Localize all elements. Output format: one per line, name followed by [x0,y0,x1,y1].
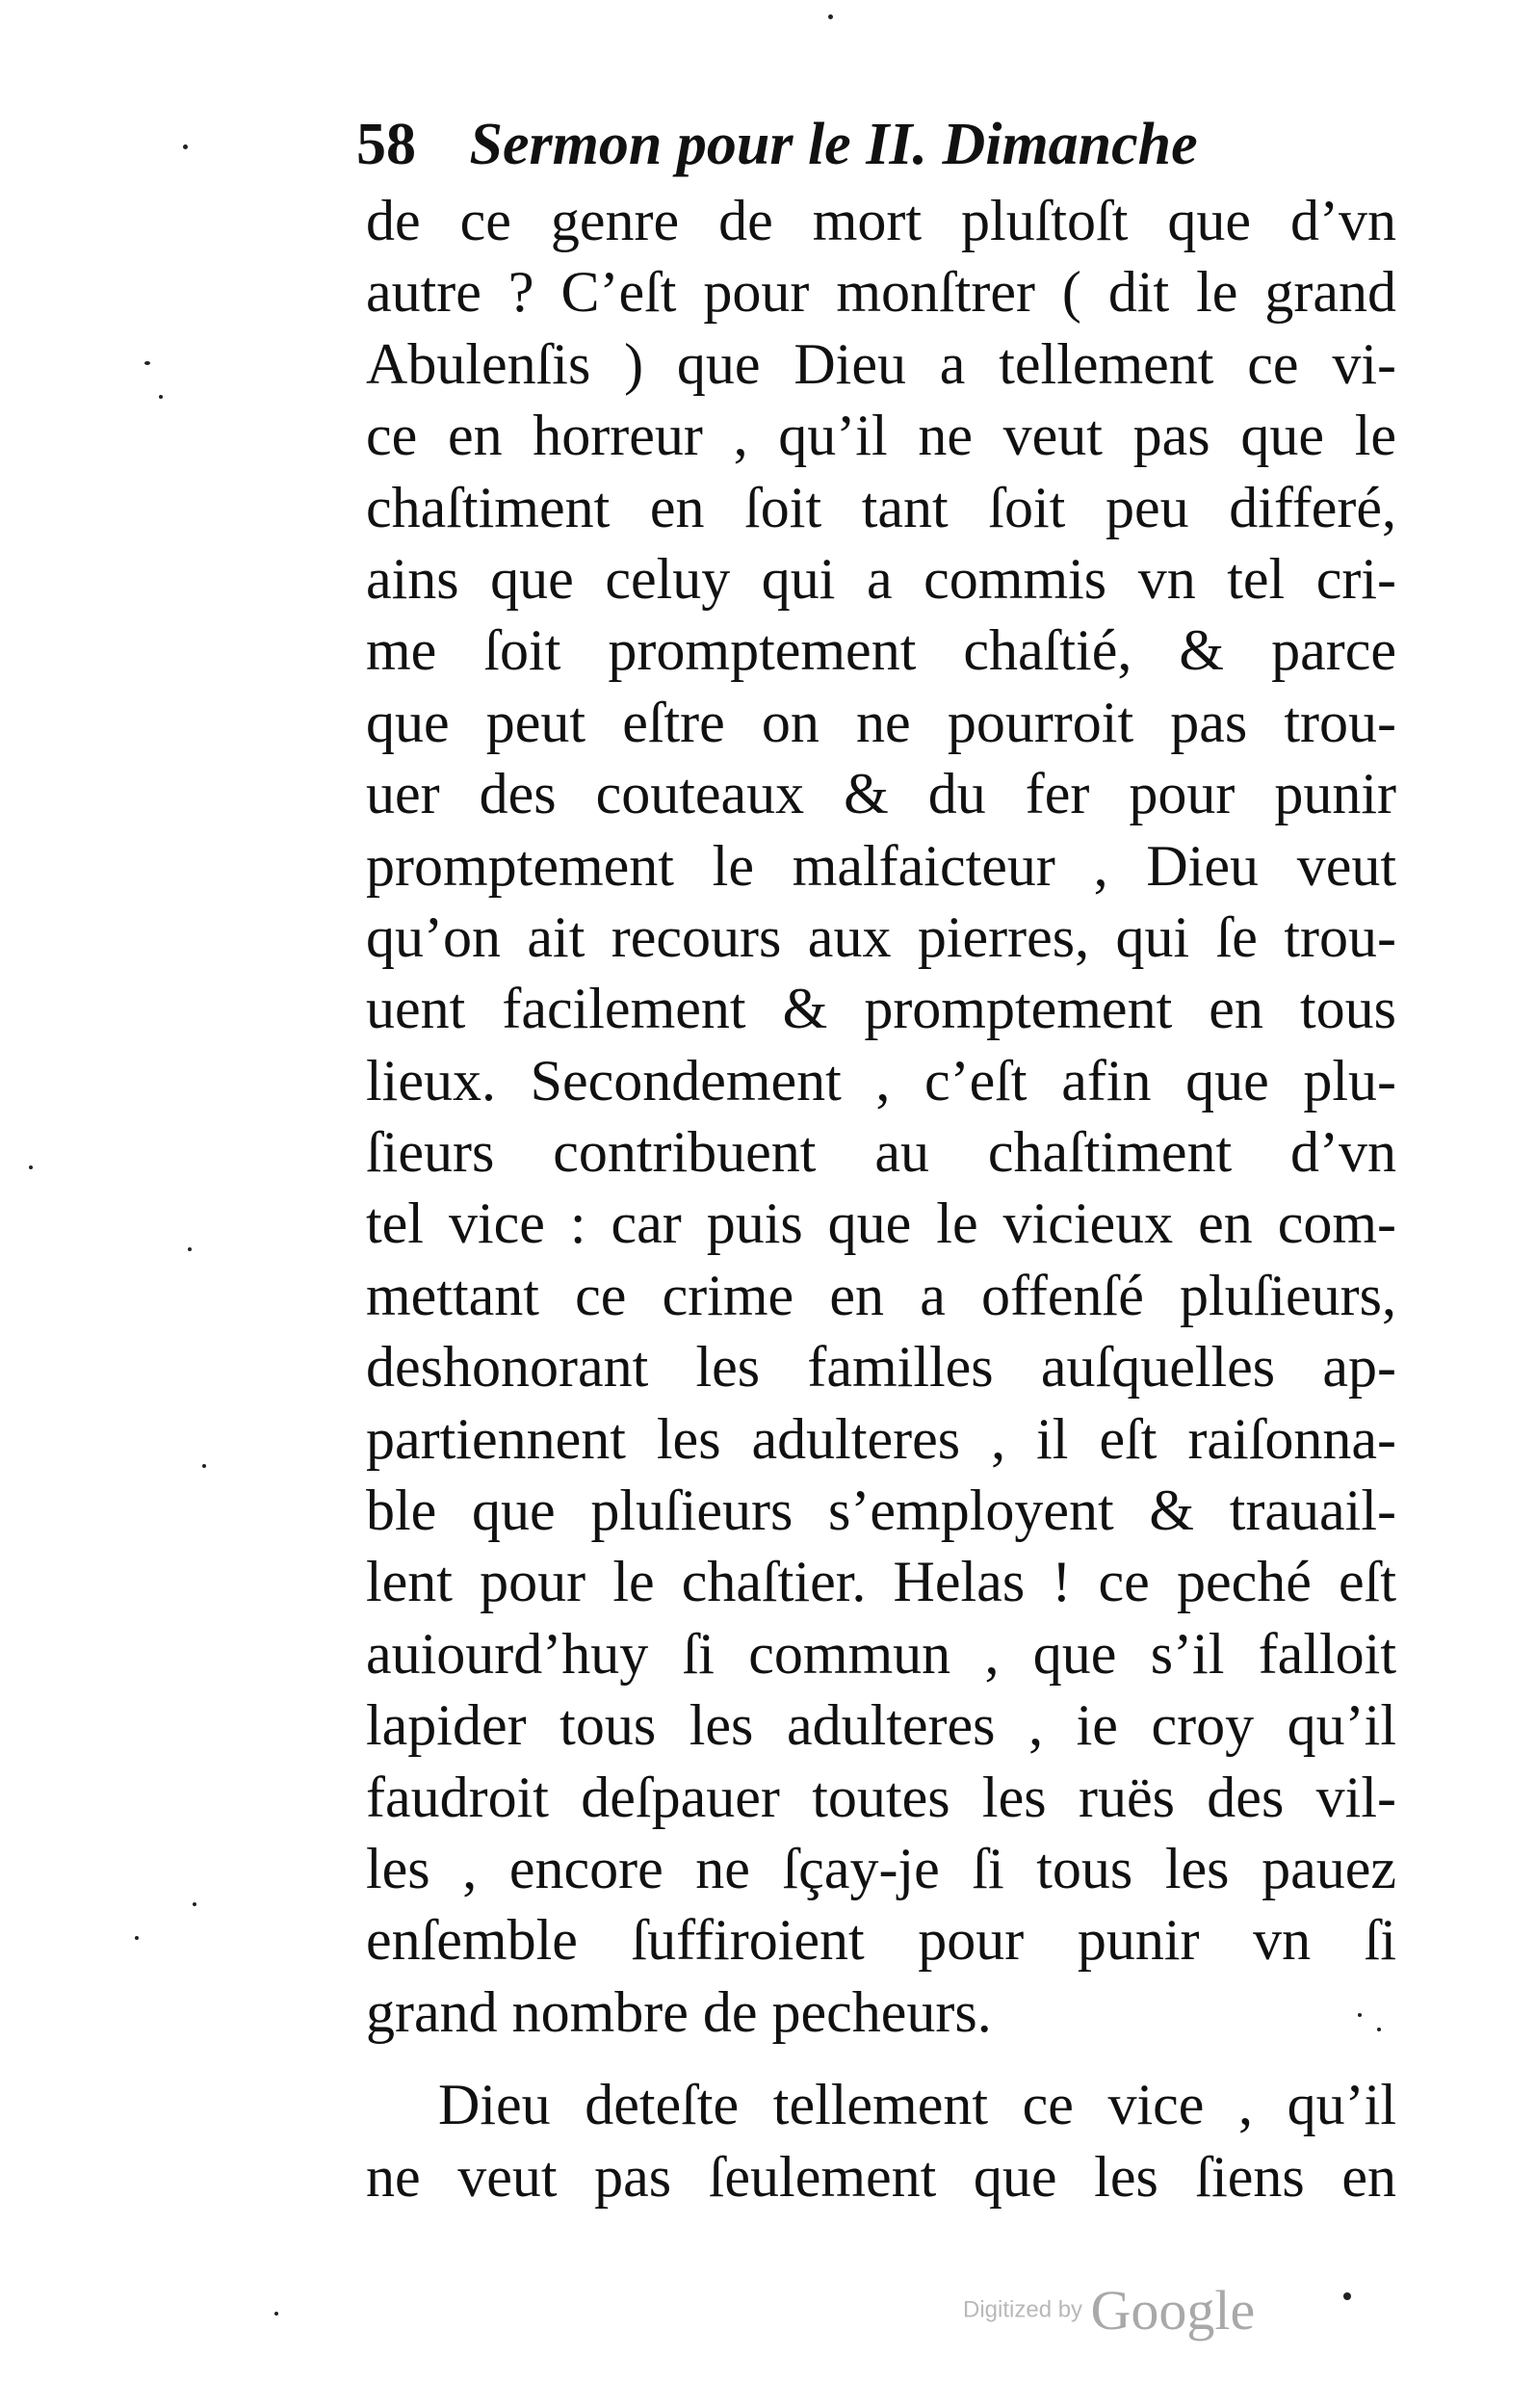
text-line: me ſoit promptement chaſtié, & parce [366,618,1396,683]
text-line: lapider tous les adulteres , ie croy qu’il [366,1693,1396,1758]
scan-speck [1343,2292,1351,2300]
scan-speck [135,1936,139,1940]
text-line-paragraph-start: Dieu deteſte tellement ce vice , qu’il [438,2073,1396,2137]
scan-speck [193,1902,196,1906]
scan-speck [1377,2028,1381,2031]
google-digitized-watermark [963,2278,1255,2355]
scan-speck [188,1247,192,1251]
text-line: lieux. Secondement , c’eſt afin que plu- [366,1048,1396,1112]
text-line: uent facilement & promptement en tous [366,977,1396,1041]
text-line: promptement le malfaicteur , Dieu veut [366,833,1396,898]
running-head-title: Sermon pour le II. Dimanche [469,112,1198,177]
running-head [356,101,1319,188]
text-line: mettant ce crime en a offenſé pluſieurs, [366,1263,1396,1327]
scan-speck [828,14,833,19]
text-line: deshonorant les familles auſquelles ap- [366,1335,1396,1400]
scan-speck [183,144,188,149]
scan-speck [144,361,150,365]
text-line: de ce genre de mort pluſtoſt que d’vn [366,189,1396,252]
text-line: chaſtiment en ſoit tant ſoit peu differé, [366,475,1396,539]
text-line: tel vice : car puis que le vicieux en com- [366,1191,1396,1256]
text-line: ſieurs contribuent au chaſtiment d’vn [366,1120,1396,1185]
scan-speck [1358,2013,1362,2017]
digitized-by-label: Digitized by [963,2296,1083,2323]
text-line: que peut eſtre on ne pourroit pas trou- [366,690,1396,754]
text-line: faudroit deſpauer toutes les ruës des vil- [366,1765,1396,1829]
text-line: ble que pluſieurs s’employent & trauail- [366,1479,1396,1543]
text-line: ains que celuy qui a commis vn tel cri- [366,546,1396,611]
text-line: ne veut pas ſeulement que les ſiens en [366,2144,1396,2209]
scan-speck [202,1464,206,1468]
text-line: les , encore ne ſçay-je ſi tous les pauez [366,1836,1396,1900]
text-line: lent pour le chaſtier. Helas ! ce peché eſt [366,1550,1396,1614]
text-line: autre ? C’eſt pour monſtrer ( dit le grand [366,260,1396,325]
scan-speck [159,395,163,399]
scan-speck [274,2312,278,2316]
text-line-paragraph-end: grand nombre de pecheurs. [366,1979,992,2044]
text-line: qu’on ait recours aux pierres, qui ſe trou- [366,904,1396,969]
text-line: partiennent les adulteres , il eſt raiſonna- [366,1406,1396,1471]
scan-speck [29,1165,33,1169]
text-line: Abulenſis ) que Dieu a tellement ce vi- [366,331,1396,396]
body-text [366,185,1396,2212]
text-line: auiourd’huy ſi commun , que s’il falloit [366,1621,1396,1686]
text-line: ce en horreur , qu’il ne veut pas que le [366,404,1396,468]
page-number: 58 [356,112,416,177]
google-logo: Google [1090,2279,1256,2342]
text-line: uer des couteaux & du fer pour punir [366,762,1396,826]
text-line: enſemble ſuffiroient pour punir vn ſi [366,1908,1396,1973]
